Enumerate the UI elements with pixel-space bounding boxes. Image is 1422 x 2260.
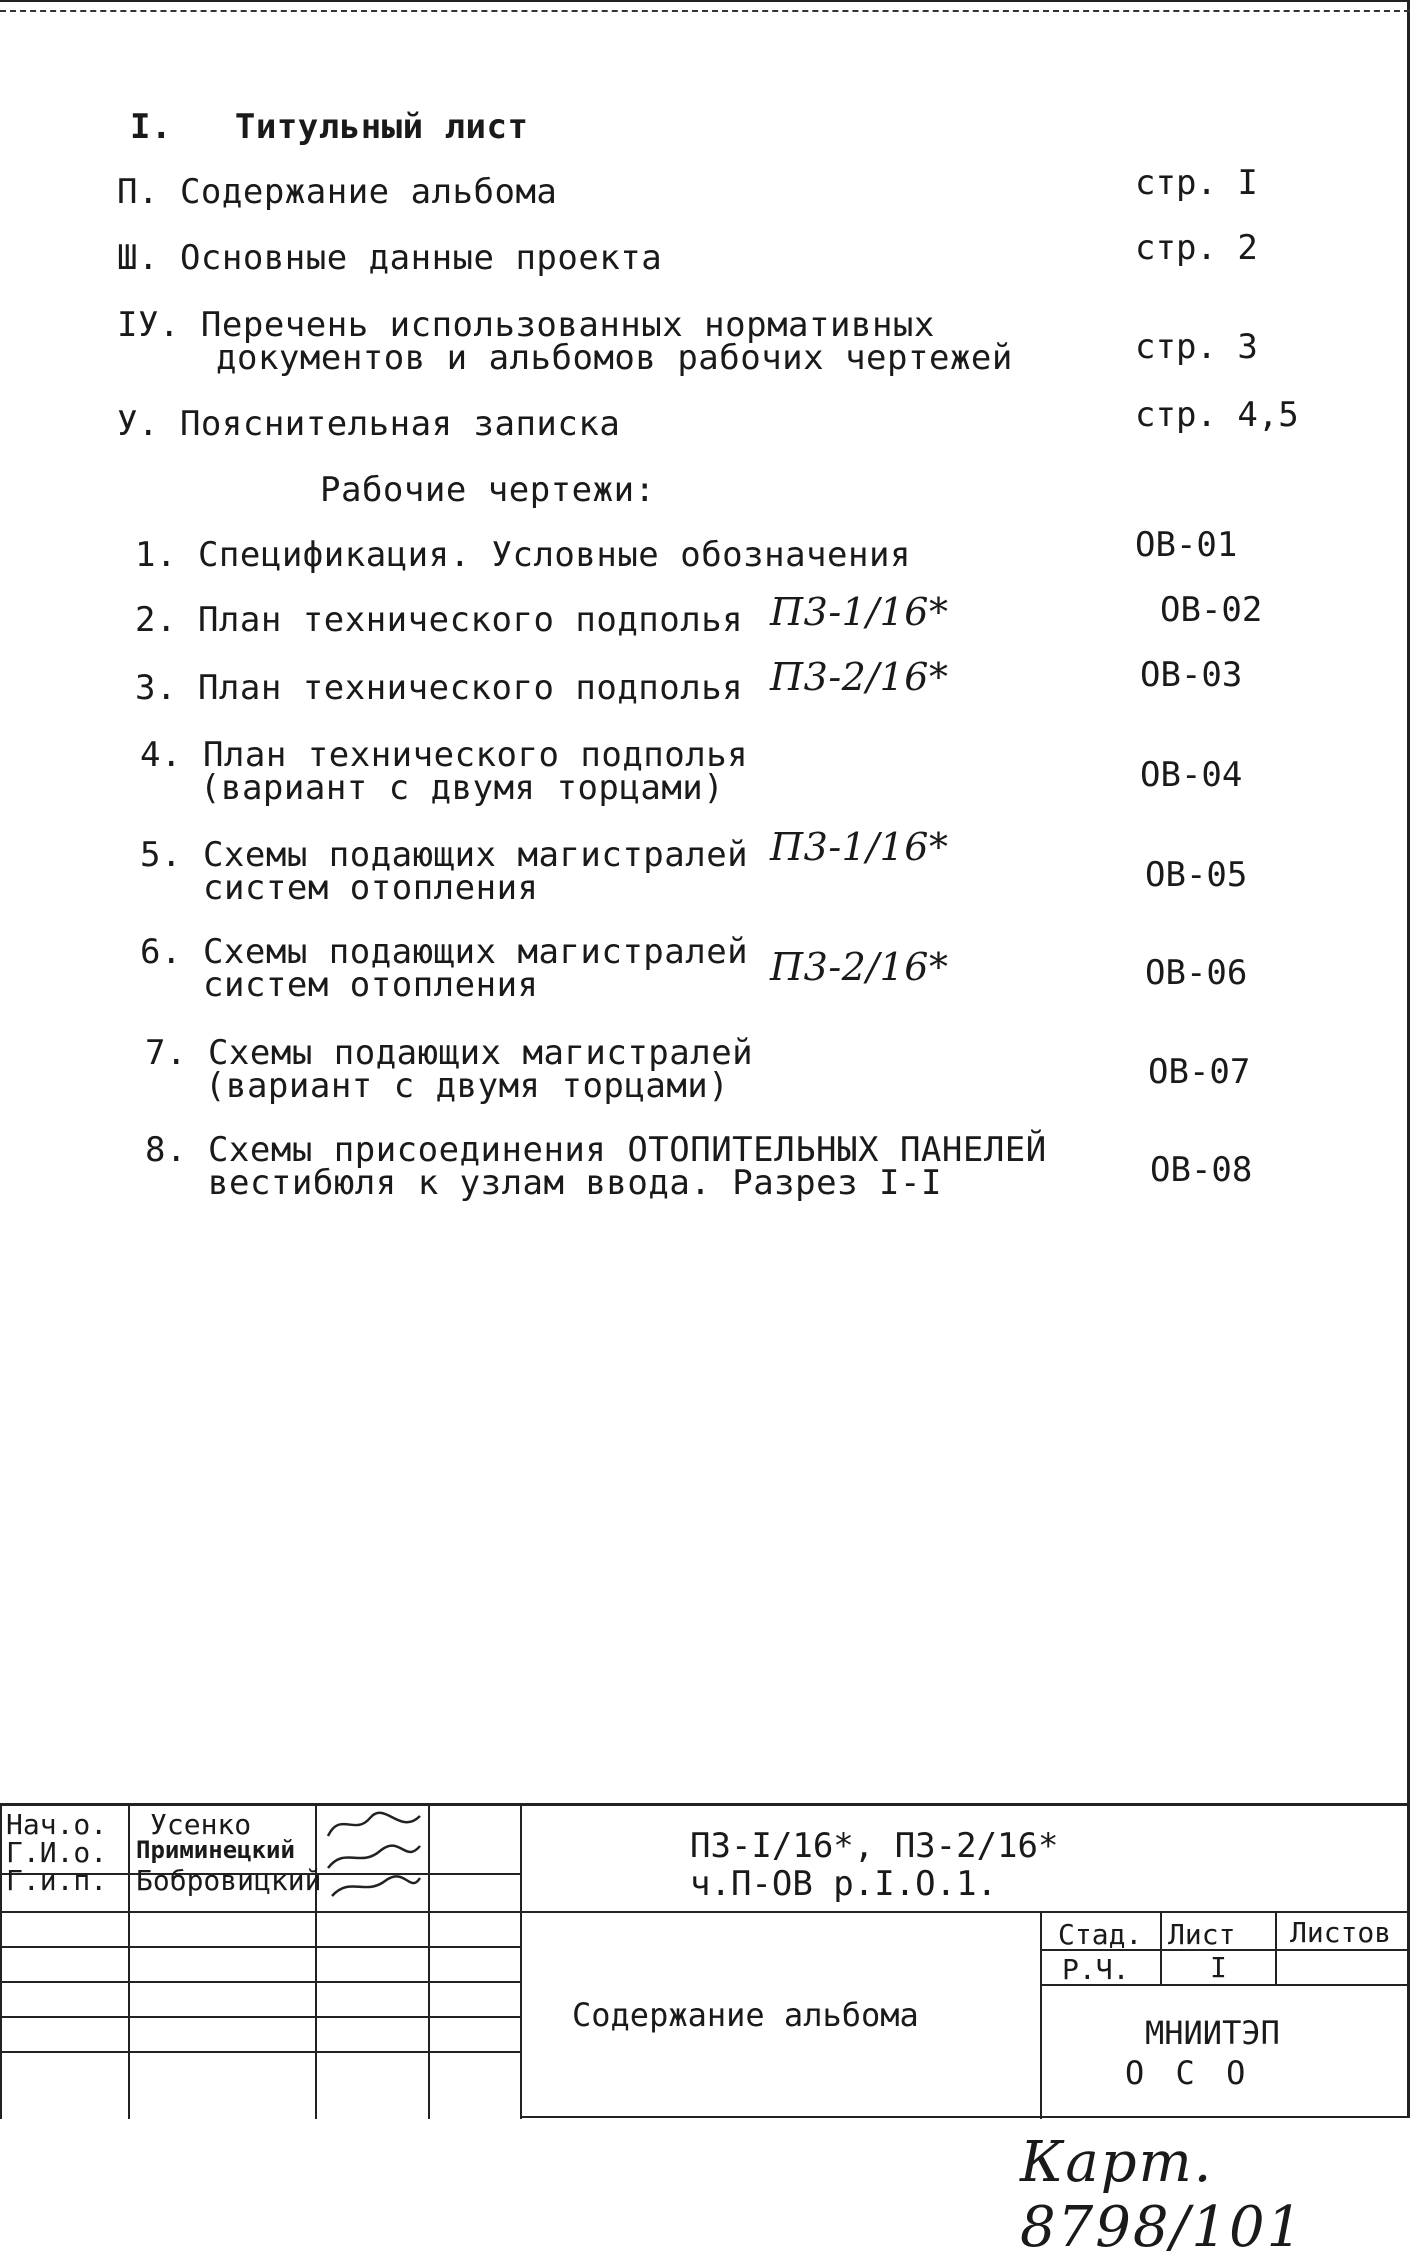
item-title: Основные данные проекта xyxy=(179,238,663,278)
drawing-item-3 xyxy=(135,668,743,708)
inventory-number: Карт. 8798/101 xyxy=(1020,2130,1305,2260)
drawing-note-5: П3-1/16* xyxy=(770,825,949,869)
drawing-item-2 xyxy=(135,600,743,640)
drawings-heading: Рабочие чертежи: xyxy=(320,470,656,510)
stage-value: Р.Ч. xyxy=(1062,1953,1130,1986)
content-item-1 xyxy=(130,107,528,147)
stamp-line xyxy=(1040,1911,1042,2119)
item-title: Схемы присоединения ОТОПИТЕЛЬНЫХ ПАНЕЛЕЙ xyxy=(207,1130,1047,1170)
document-title: Содержание альбома xyxy=(572,1996,919,2034)
stamp-line xyxy=(1160,1911,1162,1984)
item-title: Содержание альбома xyxy=(179,172,558,212)
stamp-line xyxy=(315,1806,317,2119)
content-item-5 xyxy=(117,404,620,444)
drawing-item-8-cont: вестибюля к узлам ввода. Разрез I-I xyxy=(208,1163,942,1203)
sheet-label: Лист xyxy=(1168,1918,1236,1951)
stamp-role-1: Нач.о. xyxy=(6,1808,108,1841)
stamp-line xyxy=(0,1911,1410,1913)
stamp-line xyxy=(0,2016,520,2018)
item-num: У. xyxy=(117,404,159,444)
item-title: Перечень использованных нормативных xyxy=(200,305,935,345)
item-title: План технического подполья xyxy=(197,668,744,708)
drawing-sheet-8: ОВ-08 xyxy=(1150,1150,1253,1190)
project-code-2: ч.П-ОВ р.I.О.1. xyxy=(690,1864,998,1904)
organization-dept: О С О xyxy=(1125,2054,1252,2092)
drawing-note-6: П3-2/16* xyxy=(770,945,949,989)
drawing-sheet-3: ОВ-03 xyxy=(1140,655,1243,695)
stamp-line xyxy=(0,2051,520,2053)
drawing-sheet-6: ОВ-06 xyxy=(1145,953,1248,993)
drawing-sheet-5: ОВ-05 xyxy=(1145,855,1248,895)
item-num: 1. xyxy=(135,535,177,575)
sheets-label: Листов xyxy=(1290,1916,1392,1949)
item-title: Титульный лист xyxy=(234,107,529,147)
item-title: Схемы подающих магистралей xyxy=(202,835,749,875)
item-num: 6. xyxy=(140,932,182,972)
item-title: Пояснительная записка xyxy=(179,404,621,444)
stamp-role-3: Г.и.п. xyxy=(6,1864,108,1897)
drawing-note-2: П3-1/16* xyxy=(770,590,949,634)
content-page-5: стр. 4,5 xyxy=(1135,395,1299,435)
content-page-4: стр. 3 xyxy=(1135,327,1258,367)
item-num: 4. xyxy=(140,735,182,775)
stamp-line xyxy=(128,1806,130,2119)
stamp-line xyxy=(0,1806,2,2119)
stamp-name-3: Бобровицкий xyxy=(136,1864,322,1897)
stamp-line xyxy=(520,1806,522,2119)
top-border-line xyxy=(0,10,1410,12)
item-num: IУ. xyxy=(117,305,180,345)
stamp-line xyxy=(0,1981,520,1983)
content-item-2 xyxy=(117,172,557,212)
sheet-value: I xyxy=(1210,1951,1227,1984)
stamp-name-2: Приминецкий xyxy=(136,1836,295,1864)
drawing-sheet-7: ОВ-07 xyxy=(1148,1052,1251,1092)
content-item-3 xyxy=(117,238,662,278)
item-num: I. xyxy=(130,107,172,147)
item-title: План технического подполья xyxy=(197,600,744,640)
item-num: 8. xyxy=(145,1130,187,1170)
content-item-4-cont: документов и альбомов рабочих чертежей xyxy=(216,338,1013,378)
item-num: 3. xyxy=(135,668,177,708)
stage-label: Стад. xyxy=(1058,1918,1143,1951)
drawing-item-5-cont: систем отопления xyxy=(203,868,539,908)
drawing-item-6-cont: систем отопления xyxy=(203,965,539,1005)
item-num: 7. xyxy=(145,1033,187,1073)
title-block xyxy=(0,1803,1410,2119)
signatures xyxy=(320,1806,430,1906)
drawing-item-4-cont: (вариант с двумя торцами) xyxy=(200,768,725,808)
content-page-2: стр. I xyxy=(1135,163,1258,203)
drawing-note-3: П3-2/16* xyxy=(770,655,949,699)
drawing-item-7-cont: (вариант с двумя торцами) xyxy=(205,1066,730,1106)
item-title: Спецификация. Условные обозначения xyxy=(197,535,911,575)
item-num: Ш. xyxy=(117,238,159,278)
content-page-3: стр. 2 xyxy=(1135,228,1258,268)
item-num: П. xyxy=(117,172,159,212)
item-title: Схемы подающих магистралей xyxy=(207,1033,754,1073)
organization-name: МНИИТЭП xyxy=(1145,2014,1280,2052)
drawing-item-1 xyxy=(135,535,911,575)
drawing-sheet-2: ОВ-02 xyxy=(1160,590,1263,630)
stamp-line xyxy=(0,1946,520,1948)
item-num: 2. xyxy=(135,600,177,640)
item-title: Схемы подающих магистралей xyxy=(202,932,749,972)
stamp-role-2: Г.И.о. xyxy=(6,1836,108,1869)
stamp-line xyxy=(1275,1911,1277,1984)
drawing-sheet-4: ОВ-04 xyxy=(1140,755,1243,795)
item-title: План технического подполья xyxy=(202,735,749,775)
project-code-1: П3-I/16*, П3-2/16* xyxy=(690,1826,1059,1866)
stamp-line xyxy=(520,2116,1410,2118)
item-num: 5. xyxy=(140,835,182,875)
stamp-name-1: Усенко xyxy=(150,1808,252,1841)
drawing-sheet-1: ОВ-01 xyxy=(1135,525,1238,565)
